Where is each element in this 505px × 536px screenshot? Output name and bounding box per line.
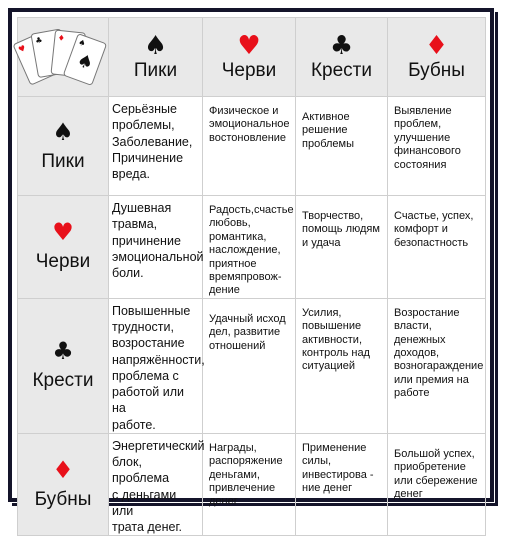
- table-cell: [296, 298, 388, 433]
- table-cell: [109, 97, 203, 196]
- cell-text: Усилия, повышение активности, контроль над ситуацией: [302, 306, 370, 373]
- club-icon: ♣: [329, 30, 354, 61]
- cell-text: Физическое и эмоциональное востоновление: [209, 105, 290, 144]
- table-row-spades: [18, 97, 486, 196]
- table-cell: [296, 433, 388, 536]
- table-cell: [203, 196, 296, 299]
- row-header-label: Пики: [41, 150, 85, 172]
- cell-text: Активное решение проблемы: [302, 111, 355, 150]
- table-cell: [296, 97, 388, 196]
- table-cell: [203, 97, 296, 196]
- playing-cards-icon: [18, 18, 109, 96]
- row-header-label: Черви: [35, 251, 91, 273]
- card-meaning-table: [17, 17, 486, 536]
- table-cell: [203, 433, 296, 536]
- row-header-clubs: [18, 298, 109, 433]
- row-header-spades: [18, 97, 109, 196]
- cell-text: Счастье, успех, комфорт и безопастность: [394, 210, 474, 249]
- diamond-icon: ♦: [424, 30, 449, 61]
- cell-text: Возростание власти, денежных доходов, возногараждение или премия на работе: [394, 306, 484, 400]
- column-header-spades: [109, 18, 203, 97]
- svg-text:♠: ♠: [77, 37, 87, 49]
- column-header-label: Черви: [221, 59, 277, 81]
- svg-text:♦: ♦: [57, 33, 66, 44]
- club-icon: ♣: [52, 337, 74, 366]
- table-cell: [109, 196, 203, 299]
- cell-text: Большой успех, приобретение или сбережение денег: [394, 447, 478, 501]
- header-row: [18, 18, 486, 97]
- column-header-hearts: [203, 18, 296, 97]
- heart-icon: ♥: [52, 218, 74, 247]
- frame-shadow-right: [495, 12, 498, 505]
- cell-text: Выявление проблем, улучшение финансового состояния: [394, 105, 461, 171]
- row-header-diamonds: [18, 433, 109, 536]
- column-header-label: Пики: [133, 59, 178, 81]
- cell-text: Энергетический блок, проблема с деньгами или трата денег.: [112, 438, 205, 535]
- column-header-label: Крести: [310, 59, 373, 81]
- cell-text: Награды, распоряжение деньгами, привлечение денег: [209, 441, 283, 508]
- table-cell: [296, 196, 388, 299]
- spade-icon: ♠: [52, 117, 74, 146]
- cell-text: Удачный исход дел, развитие отношений: [209, 312, 286, 352]
- cell-text: Радость,счастье любовь, романтика, наслождение, приятное времяпровож- дение: [209, 204, 294, 297]
- table-cell: [388, 97, 486, 196]
- column-header-clubs: [296, 18, 388, 97]
- table-cell: [388, 298, 486, 433]
- row-header-label: Крести: [32, 370, 94, 392]
- table-cell: [109, 298, 203, 433]
- row-header-label: Бубны: [34, 489, 92, 511]
- cell-text: Применение силы, инвестирова - ние денег: [302, 441, 374, 495]
- corner-cell: [18, 18, 109, 97]
- cell-text: Повышенные трудности, возростание напряжённости, проблема с работой или на работе.: [112, 303, 205, 432]
- table-cell: [109, 433, 203, 536]
- heart-icon: ♥: [237, 30, 261, 61]
- spade-icon: ♠: [143, 30, 168, 61]
- table-cell: [388, 433, 486, 536]
- row-header-hearts: [18, 196, 109, 299]
- table-row-hearts: [18, 196, 486, 299]
- cell-text: Душевная травма, причинение эмоциональной боли.: [112, 201, 204, 280]
- svg-text:♣: ♣: [34, 35, 44, 46]
- svg-text:♥: ♥: [17, 43, 28, 55]
- cell-text: Серьёзные проблемы, Заболевание, Причинение вреда.: [112, 102, 193, 181]
- table-row-diamonds: [18, 433, 486, 536]
- table-cell: [203, 298, 296, 433]
- column-header-label: Бубны: [408, 59, 465, 81]
- svg-text:♠: ♠: [73, 49, 97, 75]
- column-header-diamonds: [388, 18, 486, 97]
- table-row-clubs: [18, 298, 486, 433]
- diamond-icon: ♦: [52, 456, 74, 485]
- cell-text: Творчество, помощь людям и удача: [302, 210, 380, 249]
- table-cell: [388, 196, 486, 299]
